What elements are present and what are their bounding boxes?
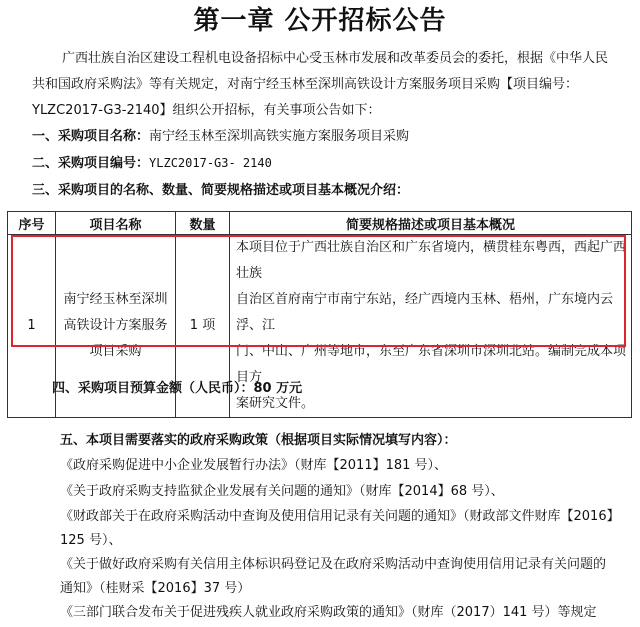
policy-line: 通知》（桂财采【2016】37 号） (60, 581, 251, 596)
section-2 (32, 152, 272, 175)
header-no: 序号 (8, 212, 56, 235)
policy-line: 125 号）、 (60, 533, 122, 548)
policy-line: 《三部门联合发布关于促进残疾人就业政府采购政策的通知》（财库（2017）141 号）等规定 (60, 605, 597, 620)
intro-line-1: 广西壮族自治区建设工程机电设备招标中心受玉林市发展和改革委员会的委托，根据《中华人民 (62, 51, 609, 66)
header-desc: 简要规格描述或项目基本概况 (230, 212, 632, 235)
cell-name-line: 南宁经玉林至深圳 (63, 292, 168, 307)
header-name: 项目名称 (56, 212, 176, 235)
policy-line: 《财政部关于在政府采购活动中查询及使用信用记录有关问题的通知》（财政部文件财库【2016】 (60, 509, 620, 524)
section-3-heading: 三、采购项目的名称、数量、简要规格描述或项目基本概况介绍： (32, 183, 410, 198)
cell-desc-line: 自治区首府南宁市南宁东站，经广西境内玉林、梧州，广东境内云浮、江 (236, 292, 614, 333)
section-1 (32, 126, 409, 148)
section-5-heading: 五、本项目需要落实的政府采购政策（根据项目实际情况填写内容）： (60, 433, 457, 448)
table-header-row (8, 212, 632, 235)
section-4-budget: 四、采购项目预算金额（人民币）：80 万元 (52, 381, 303, 396)
cell-name-line: 项目采购 (89, 344, 142, 359)
cell-desc-line: 门、中山、广州等地市，东至广东省深圳市深圳北站。编制完成本项目方 (236, 344, 627, 385)
policy-line: 《关于做好政府采购有关信用主体标识码登记及在政府采购活动中查询使用信用记录有关问题的 (60, 557, 607, 572)
section-1-value: 南宁经玉林至深圳高铁实施方案服务项目采购 (149, 129, 410, 144)
policy-line: 《政府采购促进中小企业发展暂行办法》（财库【2011】181 号）、 (60, 458, 448, 473)
cell-name-line: 高铁设计方案服务 (63, 318, 168, 333)
cell-qty: 1 项 (176, 235, 230, 418)
intro-line-3: YLZC2017-G3-2140】组织公开招标，有关事项公告如下： (32, 103, 381, 118)
header-qty: 数量 (176, 212, 230, 235)
section-2-value: YLZC2017-G3- 2140 (149, 156, 272, 170)
policy-line: 《关于政府采购支持监狱企业发展有关问题的通知》（财库【2014】68 号）、 (60, 484, 504, 499)
cell-desc-line: 案研究文件。 (236, 396, 315, 411)
page-title: 第一章 公开招标公告 (193, 6, 447, 36)
cell-desc-line: 本项目位于广西壮族自治区和广东省境内，横贯桂东粤西，西起广西壮族 (236, 240, 627, 281)
section-2-label: 二、采购项目编号： (32, 156, 150, 171)
cell-no: 1 (8, 235, 56, 418)
section-1-label: 一、采购项目名称： (32, 129, 150, 144)
intro-line-2: 共和国政府采购法》等有关规定，对南宁经玉林至深圳高铁设计方案服务项目采购【项目编号： (32, 77, 579, 92)
